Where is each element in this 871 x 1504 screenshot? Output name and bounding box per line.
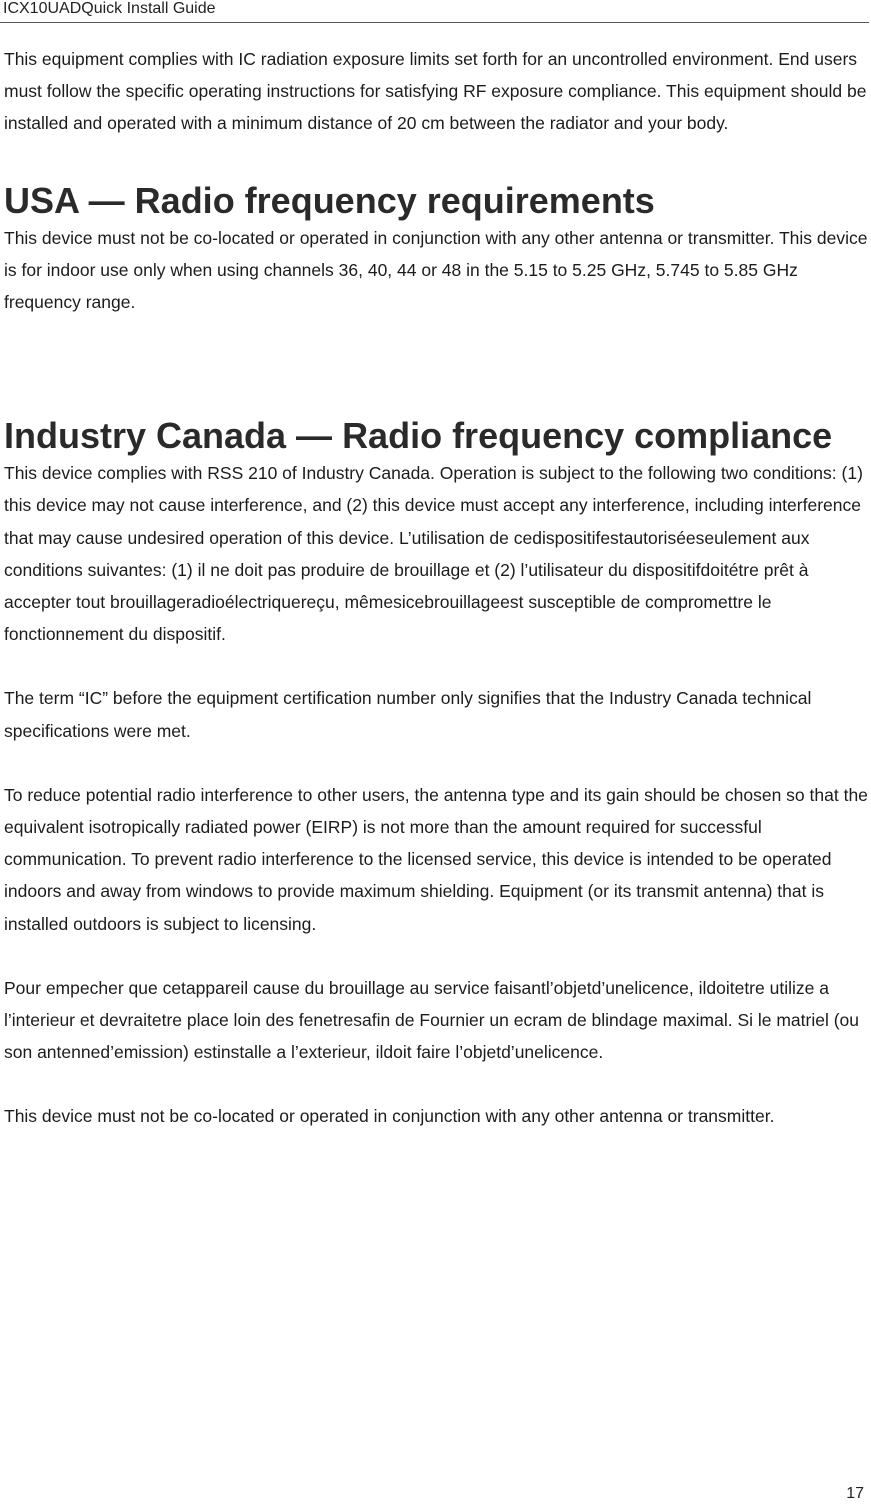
page-body <box>4 43 868 1133</box>
interference-paragraph: To reduce potential radio interference to other users, the antenna type and its gain should be chosen so that the equivalent isotropically radiated power (EIRP) is not more than the amount required for successful communication. To prevent radio interference to the licensed service, this device is intended to be operated indoors and away from windows to provide maximum shielding. Equipment (or its transmit antenna) that is installed outdoors is subject to licensing. <box>4 784 868 934</box>
usa-section-heading: USA — Radio frequency requirements <box>4 179 655 221</box>
page-header <box>0 0 869 23</box>
document-title: ICX10UADQuick Install Guide <box>3 0 216 17</box>
canada-section-heading: Industry Canada — Radio frequency compliance <box>4 415 833 457</box>
co-location-paragraph: This device must not be co-located or operated in conjunction with any other antenna or transmitter. <box>4 1106 775 1127</box>
ic-exposure-paragraph: This equipment complies with IC radiation exposure limits set forth for an uncontrolled environment. End users must follow the specific operating instructions for satisfying RF exposure compliance. This equipment should be installed and operated with a minimum distance of 20 cm between the radiator and your body. <box>4 49 867 134</box>
ic-term-paragraph: The term “IC” before the equipment certification number only signifies that the Industry Canada technical specifications were met. <box>4 688 812 741</box>
french-interference-paragraph: Pour empecher que cetappareil cause du brouillage au service faisantl’objetd’unelicence, ildoitetre utilize a l’interieur et devraitetre place loin des fenetresafin de Fournier un ecram de blindage maximal. Si le matriel (ou son antenned’emission) estinstalle a l’exterieur, ildoit faire l’objetd’unelicence. <box>4 977 860 1063</box>
usa-section-paragraph: This device must not be co-located or operated in conjunction with any other antenna or transmitter. This device is for indoor use only when using channels 36, 40, 44 or 48 in the 5.15 to 5.25 GHz, 5.745 to 5.85 GHz frequency range. <box>4 227 868 313</box>
page-number: 17 <box>846 1485 864 1502</box>
canada-compliance-paragraph: This device complies with RSS 210 of Industry Canada. Operation is subject to the following two conditions: (1) this device may not cause interference, and (2) this device must accept any interference, including interference that may cause undesired operation of this device. L’utilisation de cedispositifestautoriséeseulement aux conditions suivantes: (1) il ne doit pas produire de brouillage et (2) l’utilisateur du dispositifdoitétre prêt à accepter tout brouillageradioélectriquereçu, mêmesicebrouillageest susceptible de compromettre le fonctionnement du dispositif. <box>4 463 863 645</box>
